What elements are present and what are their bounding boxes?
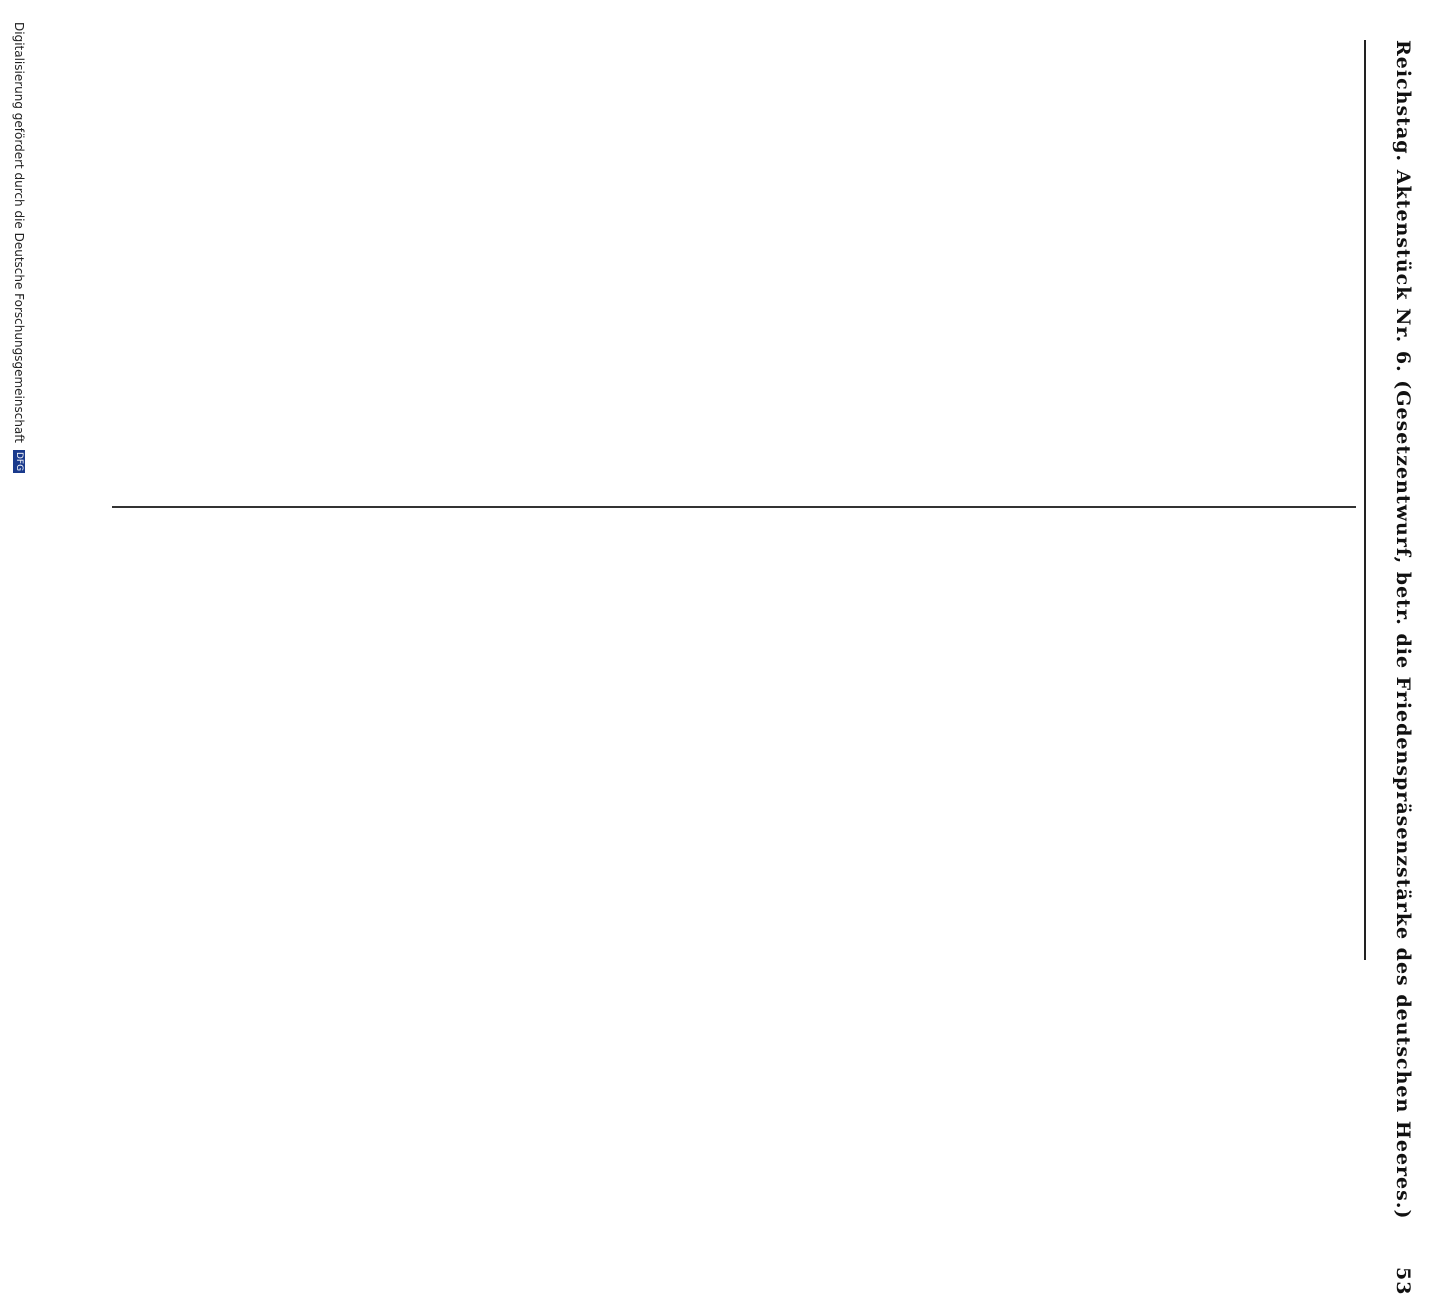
- text-column-top: [112, 50, 1352, 500]
- header-title: Reichstag. Aktenstück Nr. 6. (Gesetzentwurf, betr. die Friedenspräsenzstärke des deutschen Heeres.): [1392, 40, 1414, 1220]
- page-header: [1378, 40, 1414, 1296]
- column-divider: [112, 506, 1356, 508]
- digitization-text: Digitalisierung gefördert durch die Deutsche Forschungsgemeinschaft: [12, 22, 26, 444]
- header-rule: [1364, 40, 1366, 960]
- text-column-bottom: [250, 516, 1350, 956]
- digitization-notice: [2, 22, 26, 977]
- dfg-logo: DFG: [14, 451, 24, 471]
- page-number: 53: [1392, 1267, 1414, 1296]
